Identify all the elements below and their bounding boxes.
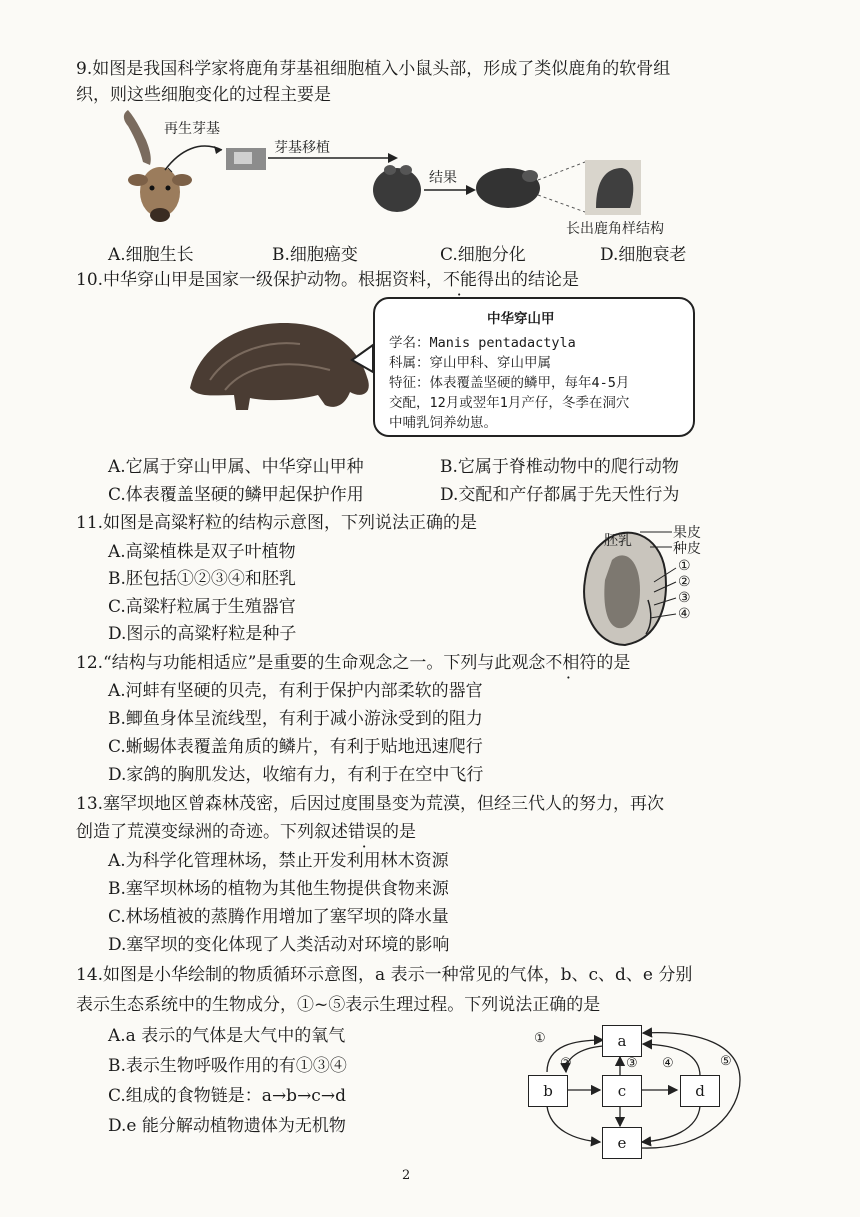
page-number: 2 bbox=[402, 1168, 411, 1183]
label-2: ② bbox=[678, 574, 691, 590]
label-3: ③ bbox=[678, 590, 691, 606]
q9-label-regen: 再生芽基 bbox=[164, 121, 220, 137]
emphasis-dots: 错误 bbox=[348, 822, 382, 842]
card-line-name: 学名：Manis pentadactyla bbox=[389, 335, 576, 351]
q10-option-a: A.它属于穿山甲属、中华穿山甲种 bbox=[108, 457, 364, 477]
q10-stem: 10.中华穿山甲是国家一级保护动物。根据资料，不能得出的结论是 bbox=[76, 270, 580, 290]
process-1: ① bbox=[534, 1031, 546, 1046]
process-4: ④ bbox=[662, 1056, 674, 1071]
q14-stem-line2: 表示生态系统中的生物成分，①~⑤表示生理过程。下列说法正确的是 bbox=[76, 995, 601, 1015]
q14-option-c: C.组成的食物链是：a→b→c→d bbox=[108, 1086, 346, 1106]
card-title: 中华穿山甲 bbox=[487, 311, 555, 327]
node-d: d bbox=[680, 1075, 720, 1107]
emphasis-dots: 不相符 bbox=[545, 653, 597, 673]
node-b: b bbox=[528, 1075, 568, 1107]
node-c: c bbox=[602, 1075, 642, 1107]
process-5: ⑤ bbox=[720, 1054, 732, 1069]
q13-stem-line2: 创造了荒漠变绿洲的奇迹。下列叙述错误的是 bbox=[76, 822, 416, 842]
q12-option-c: C.蜥蜴体表覆盖角质的鳞片，有利于贴地迅速爬行 bbox=[108, 737, 483, 757]
node-e: e bbox=[602, 1127, 642, 1159]
label-coat: 种皮 bbox=[673, 541, 701, 557]
card-line-family: 科属：穿山甲科、穿山甲属 bbox=[389, 355, 551, 371]
node-a: a bbox=[602, 1025, 642, 1057]
q10-option-b: B.它属于脊椎动物中的爬行动物 bbox=[440, 457, 679, 477]
q13-option-b: B.塞罕坝林场的植物为其他生物提供食物来源 bbox=[108, 879, 449, 899]
q12-option-b: B.鲫鱼身体呈流线型，有利于减小游泳受到的阻力 bbox=[108, 709, 483, 729]
q13-option-d: D.塞罕坝的变化体现了人类活动对环境的影响 bbox=[108, 935, 450, 955]
q11-stem: 11.如图是高粱籽粒的结构示意图，下列说法正确的是 bbox=[76, 513, 478, 533]
q9-label-result: 结果 bbox=[429, 170, 457, 186]
q13-option-c: C.林场植被的蒸腾作用增加了塞罕坝的降水量 bbox=[108, 907, 449, 927]
q11-option-b: B.胚包括①②③④和胚乳 bbox=[108, 569, 296, 589]
q13-option-a: A.为科学化管理林场，禁止开发利用林木资源 bbox=[108, 851, 449, 871]
q9-label-grew: 长出鹿角样结构 bbox=[566, 221, 664, 237]
q14-option-a: A.a 表示的气体是大气中的氧气 bbox=[108, 1026, 346, 1046]
q10-option-c: C.体表覆盖坚硬的鳞甲起保护作用 bbox=[108, 485, 364, 505]
q9-stem-line1: 9.如图是我国科学家将鹿角芽基祖细胞植入小鼠头部，形成了类似鹿角的软骨组 bbox=[76, 59, 671, 79]
q13-stem-line1: 13.塞罕坝地区曾森林茂密，后因过度围垦变为荒漠，但经三代人的努力，再次 bbox=[76, 794, 665, 814]
q9-option-a: A.细胞生长 bbox=[108, 245, 194, 265]
q9-stem-line2: 织，则这些细胞变化的过程主要是 bbox=[76, 85, 331, 105]
q11-option-a: A.高粱植株是双子叶植物 bbox=[108, 542, 296, 562]
label-4: ④ bbox=[678, 606, 691, 622]
q10-option-d: D.交配和产仔都属于先天性行为 bbox=[440, 485, 680, 505]
q9-label-transplant: 芽基移植 bbox=[274, 140, 330, 156]
q14-stem-line1: 14.如图是小华绘制的物质循环示意图，a 表示一种常见的气体，b、c、d、e 分别 bbox=[76, 965, 693, 985]
process-3: ③ bbox=[626, 1056, 638, 1071]
card-line-feature3: 中哺乳饲养幼崽。 bbox=[389, 415, 497, 431]
q14-option-b: B.表示生物呼吸作用的有①③④ bbox=[108, 1056, 347, 1076]
card-line-feature: 特征：体表覆盖坚硬的鳞甲，每年4-5月 bbox=[389, 375, 630, 391]
emphasis-dots: 不能 bbox=[443, 270, 478, 290]
q9-option-d: D.细胞衰老 bbox=[600, 245, 687, 265]
q14-option-d: D.e 能分解动植物遗体为无机物 bbox=[108, 1116, 346, 1136]
q12-option-d: D.家鸽的胸肌发达，收缩有力，有利于在空中飞行 bbox=[108, 765, 484, 785]
process-2: ② bbox=[560, 1056, 572, 1071]
q9-option-c: C.细胞分化 bbox=[440, 245, 526, 265]
q11-option-d: D.图示的高粱籽粒是种子 bbox=[108, 624, 297, 644]
label-peel: 果皮 bbox=[673, 525, 701, 541]
q11-option-c: C.高粱籽粒属于生殖器官 bbox=[108, 597, 296, 617]
q9-option-b: B.细胞癌变 bbox=[272, 245, 358, 265]
card-line-feature2: 交配，12月或翌年1月产仔，冬季在洞穴 bbox=[389, 395, 630, 411]
label-endosperm: 胚乳 bbox=[604, 533, 632, 549]
label-1: ① bbox=[678, 558, 691, 574]
q12-stem: 12.“结构与功能相适应”是重要的生命观念之一。下列与此观念不相符的是 bbox=[76, 653, 631, 673]
q12-option-a: A.河蚌有坚硬的贝壳，有利于保护内部柔软的器官 bbox=[108, 681, 483, 701]
